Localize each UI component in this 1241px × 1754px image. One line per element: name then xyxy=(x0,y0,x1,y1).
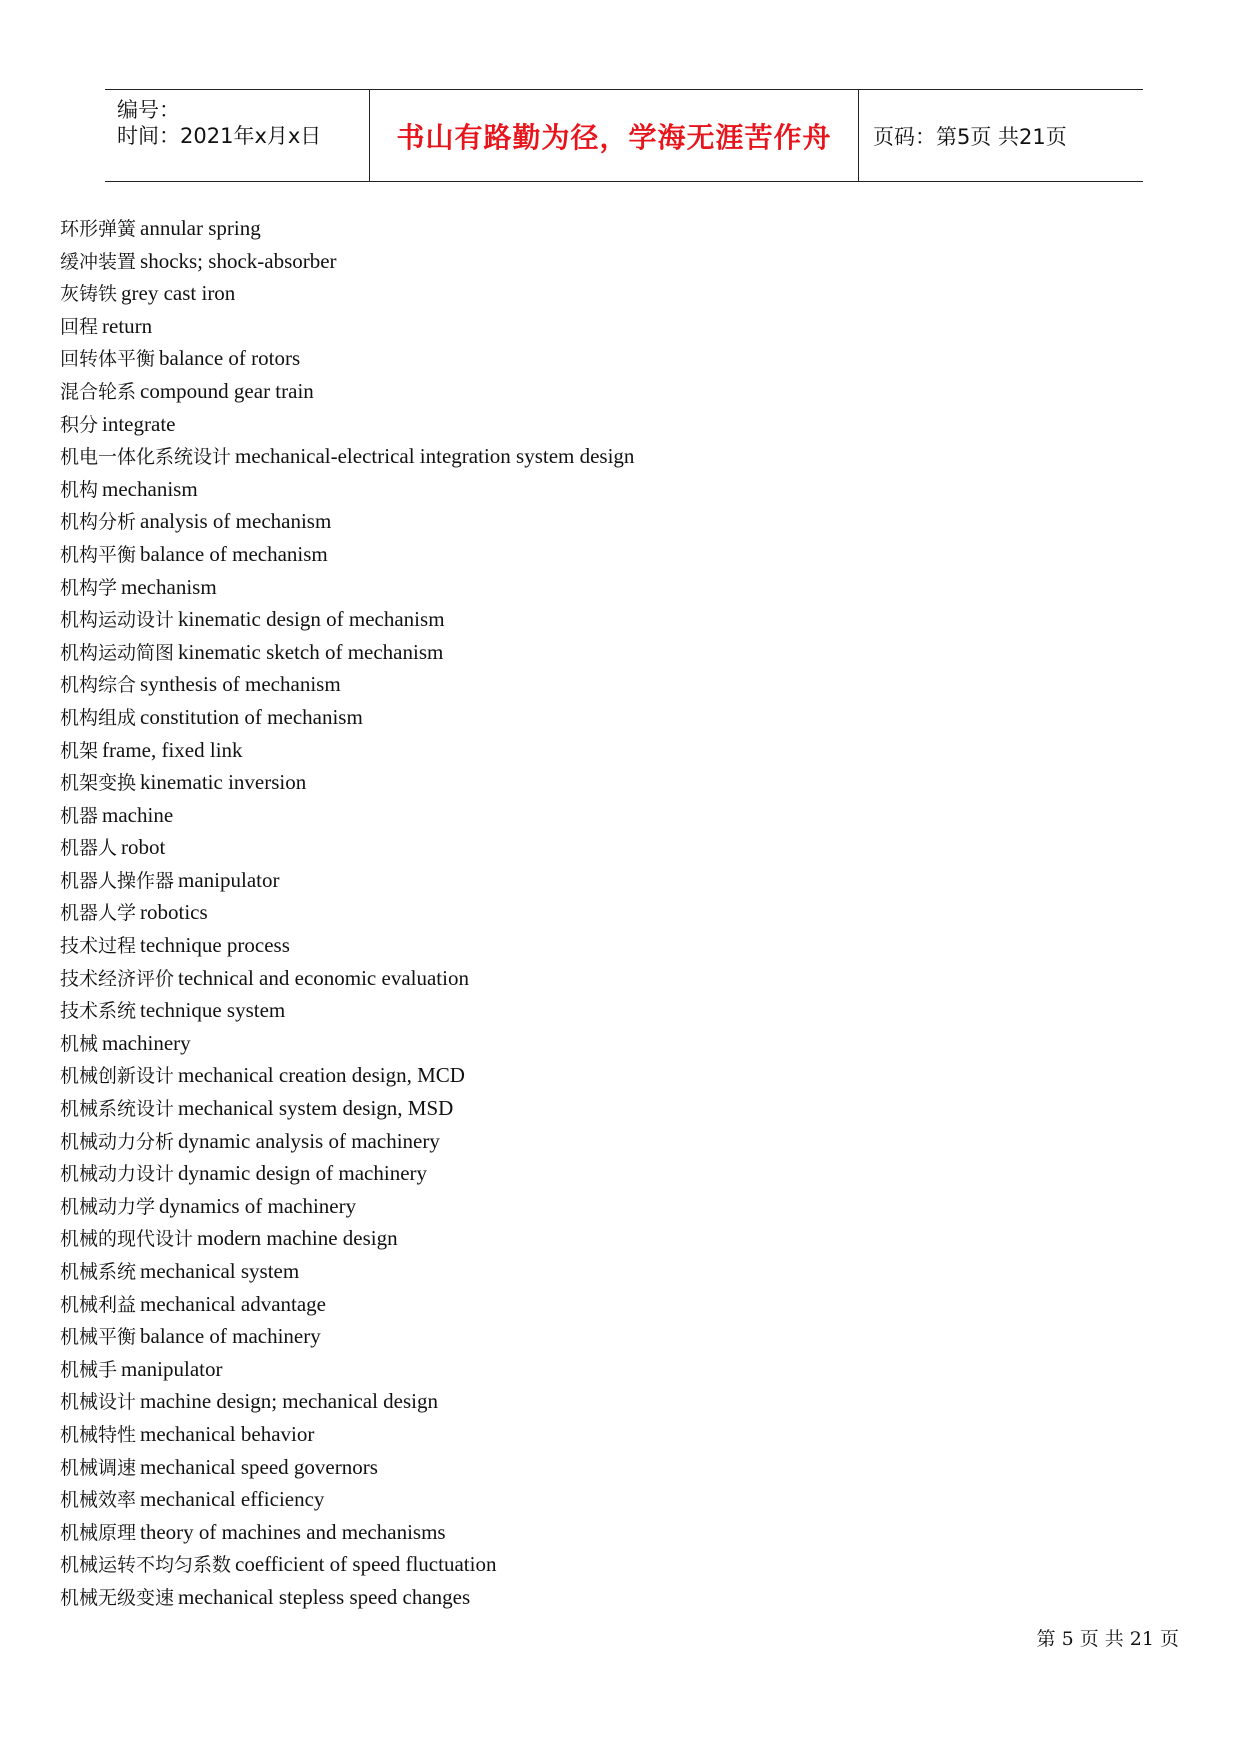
glossary-entry xyxy=(60,1548,634,1581)
term-english: analysis of mechanism xyxy=(140,509,332,534)
term-chinese: 机械效率 xyxy=(60,1489,137,1512)
term-chinese: 机械系统 xyxy=(60,1261,137,1283)
term-english: mechanical efficiency xyxy=(140,1487,325,1512)
header-motto-cell xyxy=(369,90,859,181)
glossary-list xyxy=(60,212,634,1614)
glossary-entry xyxy=(60,1157,634,1190)
term-english: mechanism xyxy=(102,476,198,501)
glossary-entry xyxy=(60,1581,634,1614)
term-english: annular spring xyxy=(140,216,261,240)
glossary-entry xyxy=(60,440,634,473)
term-chinese: 机构学 xyxy=(60,576,118,599)
motto-text: 书山有路勤为径，学海无涯苦作舟 xyxy=(396,120,832,154)
glossary-entry xyxy=(60,310,634,343)
term-chinese: 机构综合 xyxy=(60,674,137,697)
term-english: kinematic sketch of mechanism xyxy=(178,639,444,664)
term-chinese: 技术过程 xyxy=(60,935,137,958)
term-english: dynamic analysis of machinery xyxy=(178,1128,440,1153)
glossary-entry xyxy=(60,929,634,962)
glossary-entry xyxy=(60,668,634,701)
term-english: dynamics of machinery xyxy=(159,1193,357,1218)
term-chinese: 机械设计 xyxy=(60,1391,137,1414)
glossary-entry xyxy=(60,636,634,669)
glossary-entry xyxy=(60,864,634,897)
term-chinese: 技术经济评价 xyxy=(60,967,175,990)
glossary-entry xyxy=(60,538,634,571)
term-english: manipulator xyxy=(121,1356,223,1381)
glossary-entry xyxy=(60,962,634,995)
glossary-entry xyxy=(60,1516,634,1549)
term-english: mechanical behavior xyxy=(140,1421,315,1446)
glossary-entry xyxy=(60,734,634,767)
term-english: coefficient of speed fluctuation xyxy=(235,1552,497,1577)
term-english: grey cast iron xyxy=(121,281,236,306)
glossary-entry xyxy=(60,1320,634,1353)
glossary-entry xyxy=(60,1190,634,1223)
glossary-entry xyxy=(60,571,634,604)
term-english: mechanical system design, MSD xyxy=(178,1096,454,1121)
term-english: mechanical creation design, MCD xyxy=(178,1063,465,1088)
term-english: balance of mechanism xyxy=(140,541,328,566)
term-english: manipulator xyxy=(178,867,280,892)
header-info-cell xyxy=(105,90,369,181)
term-chinese: 机械动力设计 xyxy=(60,1163,175,1186)
glossary-entry xyxy=(60,1125,634,1158)
term-english: synthesis of mechanism xyxy=(140,672,341,697)
glossary-entry xyxy=(60,408,634,441)
term-chinese: 机械系统设计 xyxy=(60,1098,175,1121)
glossary-entry xyxy=(60,766,634,799)
term-english: mechanism xyxy=(121,574,217,599)
term-chinese: 缓冲装置 xyxy=(60,250,137,273)
term-english: technique process xyxy=(140,933,290,958)
term-english: balance of machinery xyxy=(140,1324,321,1349)
term-chinese: 机构 xyxy=(60,478,99,501)
term-chinese: 机器人操作器 xyxy=(60,869,175,892)
term-chinese: 机械利益 xyxy=(60,1293,137,1316)
page-footer: 第 5 页 共 21 页 xyxy=(1036,1628,1179,1650)
glossary-entry xyxy=(60,1385,634,1418)
glossary-entry xyxy=(60,994,634,1027)
term-english: machinery xyxy=(102,1030,191,1055)
glossary-entry xyxy=(60,375,634,408)
glossary-entry xyxy=(60,1059,634,1092)
glossary-entry xyxy=(60,1353,634,1386)
term-chinese: 机架变换 xyxy=(60,772,137,795)
term-english: shocks; shock-absorber xyxy=(140,248,337,273)
term-english: robot xyxy=(121,835,166,860)
glossary-entry xyxy=(60,1222,634,1255)
term-english: constitution of mechanism xyxy=(140,704,363,729)
term-english: integrate xyxy=(102,411,176,436)
term-chinese: 灰铸铁 xyxy=(60,283,118,306)
glossary-entry xyxy=(60,1483,634,1516)
term-chinese: 回程 xyxy=(60,315,99,338)
term-chinese: 机构平衡 xyxy=(60,543,137,566)
term-english: modern machine design xyxy=(197,1226,398,1251)
term-chinese: 环形弹簧 xyxy=(60,218,137,240)
term-chinese: 机械手 xyxy=(60,1358,118,1381)
term-chinese: 机械无级变速 xyxy=(60,1586,175,1609)
term-chinese: 机械 xyxy=(60,1032,99,1055)
term-chinese: 机构运动简图 xyxy=(60,641,175,664)
term-chinese: 混合轮系 xyxy=(60,380,137,403)
term-chinese: 机构分析 xyxy=(60,511,137,534)
glossary-entry xyxy=(60,1451,634,1484)
glossary-entry xyxy=(60,505,634,538)
glossary-entry xyxy=(60,603,634,636)
term-chinese: 技术系统 xyxy=(60,1000,137,1023)
glossary-entry xyxy=(60,342,634,375)
term-chinese: 机器人 xyxy=(60,837,118,860)
term-english: balance of rotors xyxy=(159,346,301,371)
term-english: kinematic design of mechanism xyxy=(178,607,445,632)
term-english: theory of machines and mechanisms xyxy=(140,1519,446,1544)
glossary-entry xyxy=(60,1288,634,1321)
document-time-label: 时间：2021年x月x日 xyxy=(117,124,322,148)
term-chinese: 机器人学 xyxy=(60,902,137,925)
term-chinese: 机械的现代设计 xyxy=(60,1228,194,1251)
document-number-label: 编号： xyxy=(117,98,180,122)
glossary-entry xyxy=(60,1027,634,1060)
glossary-entry xyxy=(60,473,634,506)
term-chinese: 机电一体化系统设计 xyxy=(60,446,232,469)
glossary-entry xyxy=(60,245,634,278)
glossary-entry xyxy=(60,896,634,929)
term-chinese: 机构运动设计 xyxy=(60,609,175,632)
term-english: mechanical advantage xyxy=(140,1291,326,1316)
page-header xyxy=(105,89,1143,182)
term-chinese: 回转体平衡 xyxy=(60,348,156,371)
glossary-entry xyxy=(60,277,634,310)
term-english: machine design; mechanical design xyxy=(140,1389,438,1414)
term-english: return xyxy=(102,313,153,338)
term-english: compound gear train xyxy=(140,378,314,403)
header-page-cell xyxy=(859,90,1143,181)
header-page-info: 页码：第5页 共21页 xyxy=(873,124,1067,149)
term-english: mechanical-electrical integration system design xyxy=(235,444,635,469)
glossary-entry xyxy=(60,212,634,245)
term-english: dynamic design of machinery xyxy=(178,1161,428,1186)
term-chinese: 机械动力学 xyxy=(60,1195,156,1218)
term-chinese: 机器 xyxy=(60,804,99,827)
glossary-entry xyxy=(60,1255,634,1288)
term-chinese: 机构组成 xyxy=(60,706,137,729)
glossary-entry xyxy=(60,701,634,734)
term-english: mechanical system xyxy=(140,1259,300,1283)
term-english: mechanical speed governors xyxy=(140,1454,378,1479)
glossary-entry xyxy=(60,1418,634,1451)
glossary-entry xyxy=(60,799,634,832)
term-chinese: 机械创新设计 xyxy=(60,1065,175,1088)
term-chinese: 机械特性 xyxy=(60,1423,137,1446)
term-english: kinematic inversion xyxy=(140,770,307,795)
term-english: mechanical stepless speed changes xyxy=(178,1584,471,1609)
term-chinese: 机械运转不均匀系数 xyxy=(60,1554,232,1577)
term-chinese: 机械动力分析 xyxy=(60,1130,175,1153)
term-chinese: 机械平衡 xyxy=(60,1326,137,1349)
glossary-entry xyxy=(60,1092,634,1125)
term-chinese: 机架 xyxy=(60,739,99,762)
term-english: technical and economic evaluation xyxy=(178,965,469,990)
term-chinese: 机械原理 xyxy=(60,1521,137,1544)
term-english: frame, fixed link xyxy=(102,737,243,762)
term-chinese: 机械调速 xyxy=(60,1456,137,1479)
term-english: technique system xyxy=(140,998,286,1023)
term-english: machine xyxy=(102,802,174,827)
glossary-entry xyxy=(60,831,634,864)
term-english: robotics xyxy=(140,900,208,925)
term-chinese: 积分 xyxy=(60,413,99,436)
